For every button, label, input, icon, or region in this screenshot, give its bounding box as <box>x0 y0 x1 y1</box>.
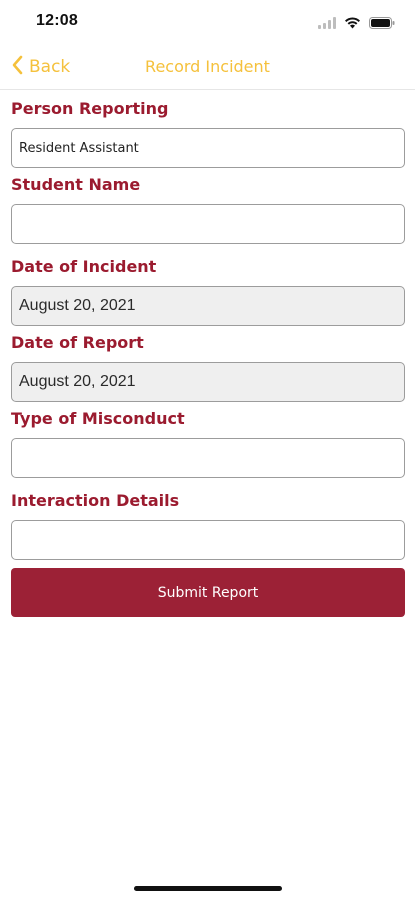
submit-report-button[interactable]: Submit Report <box>11 568 405 617</box>
home-indicator <box>134 886 282 891</box>
student-name-input[interactable] <box>11 204 405 244</box>
back-label: Back <box>29 57 71 77</box>
interaction-details-label: Interaction Details <box>11 491 180 510</box>
type-of-misconduct-group <box>11 408 405 478</box>
type-of-misconduct-input[interactable] <box>11 438 405 478</box>
interaction-details-group <box>11 490 405 560</box>
date-of-incident-input[interactable] <box>11 286 405 326</box>
date-of-report-group <box>11 332 405 402</box>
type-of-misconduct-label: Type of Misconduct <box>11 409 185 428</box>
battery-icon <box>369 14 395 33</box>
status-time: 12:08 <box>36 12 78 29</box>
person-reporting-group <box>11 98 405 168</box>
date-of-report-input[interactable] <box>11 362 405 402</box>
status-bar <box>0 0 415 44</box>
student-name-label: Student Name <box>11 175 141 194</box>
person-reporting-label: Person Reporting <box>11 99 169 118</box>
page-title: Record Incident <box>145 57 270 76</box>
date-of-incident-label: Date of Incident <box>11 257 157 276</box>
wifi-icon <box>344 14 361 33</box>
person-reporting-input[interactable] <box>11 128 405 168</box>
status-icons <box>318 14 395 33</box>
student-name-group <box>11 174 405 244</box>
signal-icon <box>318 14 336 33</box>
date-of-incident-group <box>11 256 405 326</box>
incident-form <box>11 98 405 617</box>
navigation-bar <box>0 44 415 90</box>
interaction-details-input[interactable] <box>11 520 405 560</box>
date-of-report-label: Date of Report <box>11 333 144 352</box>
